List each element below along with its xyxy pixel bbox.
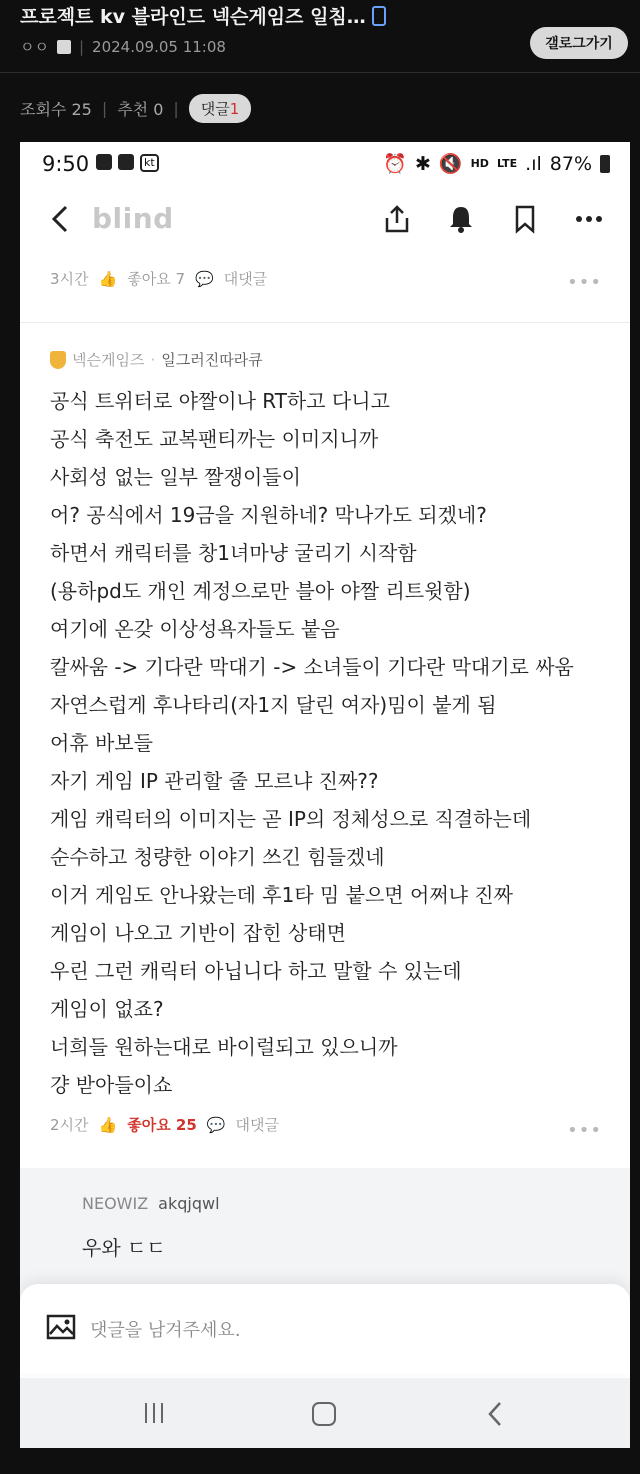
like-icon[interactable]: 👍: [98, 1115, 118, 1134]
comment-author: [50, 349, 263, 370]
comment-line: 어휴 바보들: [50, 731, 153, 755]
recent-apps-icon[interactable]: [142, 1402, 166, 1424]
like-icon[interactable]: 👍: [98, 269, 118, 288]
comment-username[interactable]: 일그러진따라큐: [161, 351, 263, 369]
reply-company: NEOWIZ: [82, 1194, 149, 1213]
view-count: 조회수 25: [20, 100, 92, 119]
header-divider: [0, 72, 640, 73]
mobile-icon: [372, 6, 386, 26]
comment-line: 순수하고 청량한 이야기 쓰긴 힘들겠네: [50, 845, 385, 869]
comment-line: 하면서 캐릭터를 창1녀마냥 굴리기 시작함: [50, 541, 417, 565]
app-notification-icon: [118, 154, 134, 170]
hd-icon: HD: [470, 157, 489, 170]
bell-icon[interactable]: [446, 204, 476, 234]
back-arrow-icon[interactable]: [50, 204, 70, 234]
post-meta: [20, 36, 226, 57]
comment-line: 사회성 없는 일부 짤쟁이들이: [50, 465, 301, 489]
reply-author: [82, 1194, 220, 1213]
meta-divider: |: [78, 37, 85, 56]
comment-line: 너희들 원하는대로 바이럴되고 있으니까: [50, 1035, 398, 1059]
bookmark-icon[interactable]: [510, 204, 540, 234]
post-stats: [20, 94, 251, 123]
carrier-icon: kt: [140, 154, 159, 172]
comment-company: 넥슨게임즈: [72, 351, 145, 369]
prev-comment-time: 3시간: [50, 270, 89, 288]
system-nav-bar: [20, 1378, 630, 1448]
comment-line: 게임이 없죠?: [50, 997, 164, 1021]
comment-more-icon[interactable]: •••: [567, 1120, 602, 1141]
app-bar: [20, 192, 630, 248]
app-bar-actions: [382, 204, 604, 234]
prev-comment-more-icon[interactable]: •••: [567, 272, 602, 293]
comment-input-bar[interactable]: [20, 1284, 630, 1374]
app-logo: blind: [92, 202, 174, 235]
nav-back-icon[interactable]: [486, 1400, 504, 1428]
stats-divider: |: [173, 99, 179, 118]
share-icon[interactable]: [382, 204, 412, 234]
comment-meta: [50, 1114, 279, 1135]
prev-comment-meta: [50, 268, 267, 289]
comment-label: 댓글: [200, 100, 230, 118]
comment-line: 게임이 나오고 기반이 잡힌 상태면: [50, 921, 346, 945]
post-title-text: 프로젝트 kv 블라인드 넥슨게임즈 일침…: [20, 6, 366, 28]
stats-divider: |: [101, 99, 108, 118]
comment-input[interactable]: 댓글을 남겨주세요.: [90, 1320, 241, 1341]
comment-line: 우린 그런 캐릭터 아닙니다 하고 말할 수 있는데: [50, 959, 462, 983]
company-badge-icon: [50, 351, 66, 369]
reply-icon: 💬: [195, 269, 214, 288]
comment-line: 게임 캐릭터의 이미지는 곧 IP의 정체성으로 직결하는데: [50, 807, 532, 831]
author-name[interactable]: ㅇㅇ: [20, 38, 49, 56]
comment-line: 여기에 온갖 이상성욕자들도 붙음: [50, 617, 340, 641]
comment-line: 자연스럽게 후나타리(자1지 달린 여자)밈이 붙게 됨: [50, 693, 497, 717]
prev-comment-reply[interactable]: 대댓글: [223, 270, 268, 288]
reply-username[interactable]: akqjqwl: [158, 1194, 220, 1213]
comment-line: (용하pd도 개인 계정으로만 블아 야짤 리트윗함): [50, 579, 471, 603]
comment-likes[interactable]: 좋아요 25: [127, 1116, 197, 1134]
signal-icon: .ıl: [525, 152, 542, 175]
comment-line: 공식 축전도 교복팬티까는 이미지니까: [50, 427, 379, 451]
comment-line: 어? 공식에서 19금을 지원하네? 막나가도 되겠네?: [50, 503, 487, 527]
mute-icon: 🔇: [438, 153, 463, 175]
status-bar: [20, 142, 630, 190]
battery-level: 87%: [549, 152, 592, 175]
gallery-notification-icon: [96, 154, 112, 170]
comment-count-button[interactable]: [189, 94, 252, 123]
comment-line: 이거 게임도 안나왔는데 후1타 밈 붙으면 어쩌냐 진짜: [50, 883, 513, 907]
comment-time: 2시간: [50, 1116, 89, 1134]
comment-line: 공식 트위터로 야짤이나 RT하고 다니고: [50, 389, 390, 413]
reply-text: 우와 ㄷㄷ: [82, 1236, 166, 1260]
alarm-icon: ⏰: [383, 153, 407, 175]
status-left-icons: [96, 154, 159, 172]
post-date: 2024.09.05 11:08: [92, 37, 226, 56]
battery-icon: [600, 155, 610, 173]
prev-comment-likes[interactable]: 좋아요 7: [127, 270, 186, 288]
post-title: [20, 2, 620, 29]
status-time: 9:50: [42, 152, 90, 176]
recommend-count: 추천 0: [117, 100, 164, 119]
home-icon[interactable]: [312, 1402, 336, 1426]
author-divider: ·: [150, 350, 156, 369]
comment-line: 자기 게임 IP 관리할 줄 모르냐 진짜??: [50, 769, 379, 793]
comment-reply[interactable]: 대댓글: [235, 1116, 279, 1134]
comment-line: 걍 받아들이쇼: [50, 1073, 173, 1097]
gallog-button[interactable]: 갤로그가기: [530, 27, 628, 59]
blind-screenshot: [20, 142, 630, 1448]
comment-line: 칼싸움 -> 기다란 막대기 -> 소녀들이 기다란 막대기로 싸움: [50, 655, 574, 679]
lte-icon: LTE: [496, 157, 518, 170]
comment-body: [50, 382, 610, 1104]
more-icon[interactable]: [574, 204, 604, 234]
comment-divider: [20, 322, 630, 323]
nickname-icon: [57, 40, 71, 54]
comment-number: 1: [229, 100, 240, 118]
bluetooth-icon: ✱: [415, 152, 431, 175]
image-icon[interactable]: [46, 1314, 76, 1340]
reply-icon: 💬: [206, 1115, 226, 1134]
status-right-icons: [383, 152, 610, 175]
